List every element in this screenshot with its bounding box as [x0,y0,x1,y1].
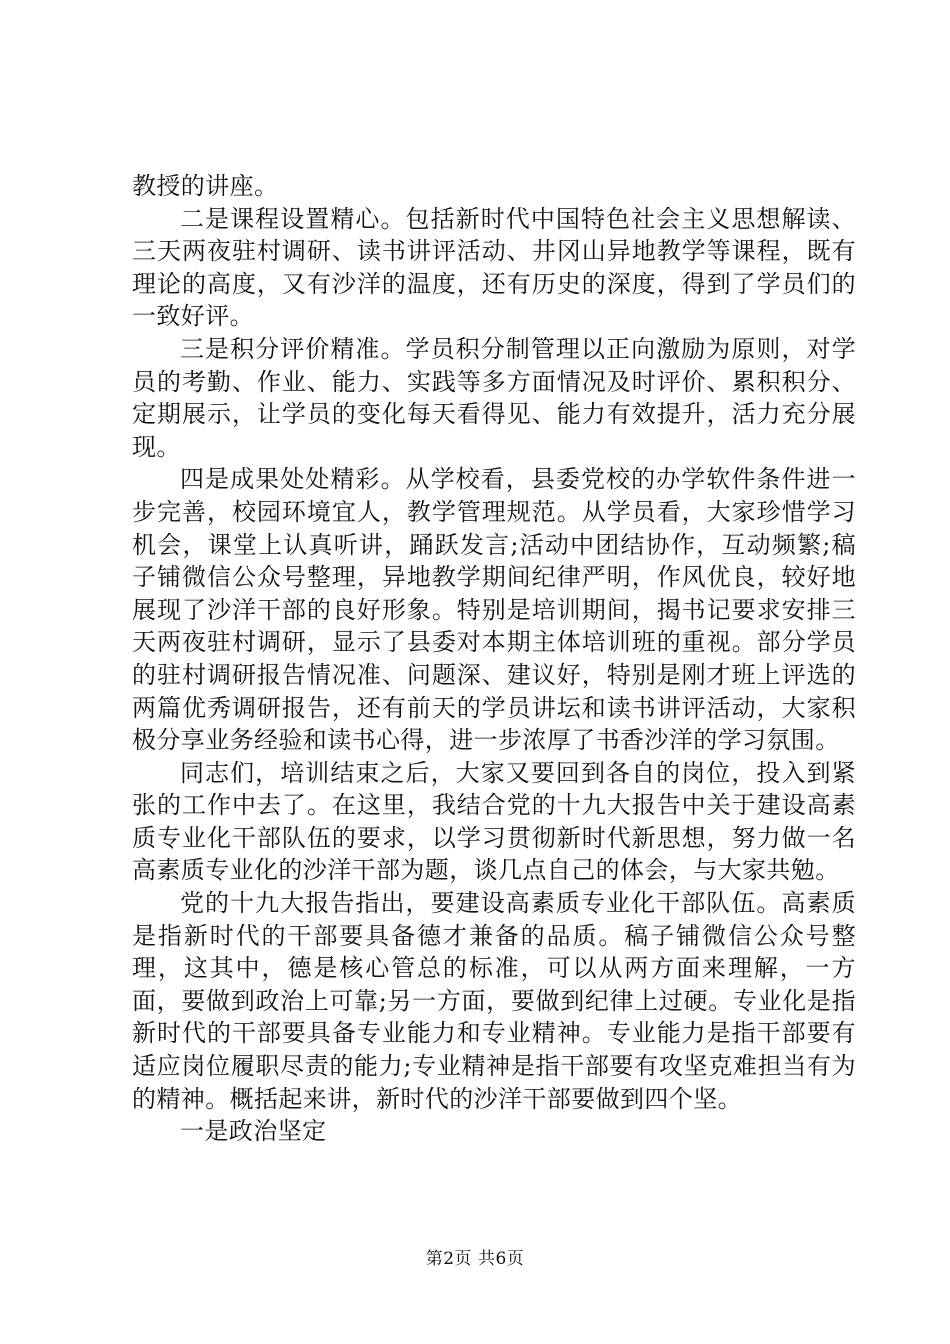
paragraph-results: 四是成果处处精彩。从学校看，县委党校的办学软件条件进一步完善，校园环境宜人，教学管理规范。从学员看，大家珍惜学习机会，课堂上认真听讲，踊跃发言;活动中团结协作，互动频繁;稿子铺微信公众号整理，异地教学期间纪律严明，作风优良，较好地展现了沙洋干部的良好形象。特别是培训期间，揭书记要求安排三天两夜驻村调研，显示了县委对本期主体培训班的重视。部分学员的驻村调研报告情况准、问题深、建议好，特别是刚才班上评选的两篇优秀调研报告，还有前天的学员讲坛和读书讲评活动，大家积极分享业务经验和读书心得，进一步浓厚了书香沙洋的学习氛围。 [132,465,856,755]
paragraph-points-evaluation: 三是积分评价精准。学员积分制管理以正向激励为原则，对学员的考勤、作业、能力、实践等多方面情况及时评价、累积积分、定期展示，让学员的变化每天看得见、能力有效提升，活力充分展现。 [132,334,856,461]
paragraph-comrades: 同志们，培训结束之后，大家又要回到各自的岗位，投入到紧张的工作中去了。在这里，我结合党的十九大报告中关于建设高素质专业化干部队伍的要求，以学习贯彻新时代新思想，努力做一名高素质专业化的沙洋干部为题，谈几点自己的体会，与大家共勉。 [132,758,856,885]
paragraph-course-design: 二是课程设置精心。包括新时代中国特色社会主义思想解读、三天两夜驻村调研、读书讲评活动、井冈山异地教学等课程，既有理论的高度，又有沙洋的温度，还有历史的深度，得到了学员们的一致好评。 [132,204,856,331]
page-footer: 第2页 共6页 [425,1249,525,1269]
paragraph-political-firmness: 一是政治坚定 [180,1117,327,1146]
document-body [132,170,856,1148]
paragraph-continuation: 教授的讲座。 [132,172,279,200]
paragraph-nineteenth-congress: 党的十九大报告指出，要建设高素质专业化干部队伍。高素质是指新时代的干部要具备德才兼备的品质。稿子铺微信公众号整理，这其中，德是核心管总的标准，可以从两方面来理解，一方面，要做到政治上可靠;另一方面，要做到纪律上过硬。专业化是指新时代的干部要具备专业能力和专业精神。专业能力是指干部要有适应岗位履职尽责的能力;专业精神是指干部要有攻坚克难担当有为的精神。概括起来讲，新时代的沙洋干部要做到四个坚。 [132,889,856,1113]
